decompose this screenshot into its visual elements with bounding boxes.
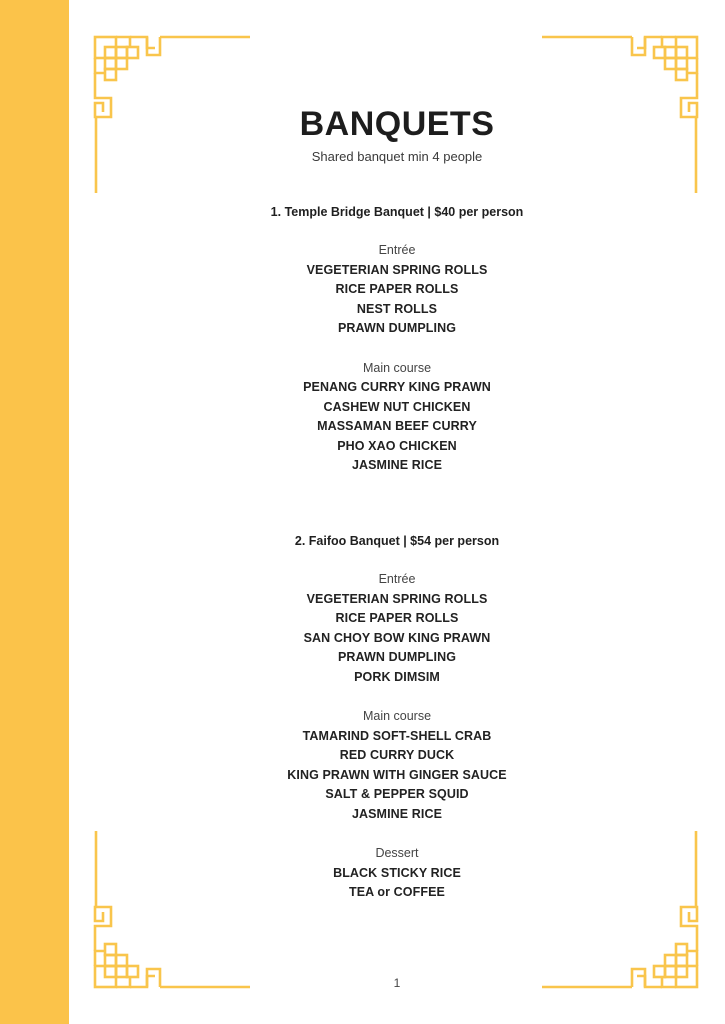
menu-item: NEST ROLLS	[356, 301, 438, 316]
menu-section-entree	[69, 570, 725, 687]
menu-item: CASHEW NUT CHICKEN	[323, 399, 471, 414]
menu-section-entree	[69, 241, 725, 339]
section-label: Entrée	[378, 243, 416, 257]
menu-item: SALT & PEPPER SQUID	[325, 787, 469, 801]
menu-section-main-course	[69, 359, 725, 476]
page-title: BANQUETS	[299, 105, 495, 143]
section-label: Main course	[362, 360, 432, 375]
menu-item: SAN CHOY BOW KING PRAWN	[303, 630, 491, 645]
banquet-faifoo	[69, 532, 725, 923]
section-label: Main course	[362, 709, 432, 723]
banquet-heading: 1. Temple Bridge Banquet | $40 per person	[270, 205, 524, 219]
banquet-heading: 2. Faifoo Banquet | $54 per person	[294, 534, 500, 548]
menu-section-dessert	[69, 844, 725, 903]
menu-item: MASSAMAN BEEF CURRY	[317, 419, 477, 433]
menu-item: TAMARIND SOFT-SHELL CRAB	[302, 728, 492, 743]
menu-item: RICE PAPER ROLLS	[335, 282, 459, 296]
menu-item: KING PRAWN WITH GINGER SAUCE	[287, 767, 507, 782]
menu-item: RICE PAPER ROLLS	[335, 611, 459, 625]
page-subtitle: Shared banquet min 4 people	[311, 149, 483, 164]
menu-item: JASMINE RICE	[351, 458, 443, 472]
menu-item: VEGETERIAN SPRING ROLLS	[306, 591, 488, 606]
menu-item: VEGETERIAN SPRING ROLLS	[306, 262, 488, 277]
menu-item: PRAWN DUMPLING	[337, 321, 457, 335]
menu-section-main-course	[69, 707, 725, 824]
menu-item: RED CURRY DUCK	[339, 748, 455, 762]
menu-item: PENANG CURRY KING PRAWN	[303, 380, 491, 394]
menu-item: PRAWN DUMPLING	[337, 650, 457, 664]
banquet-temple-bridge	[69, 203, 725, 496]
page-number: 1	[393, 976, 401, 990]
menu-item: BLACK STICKY RICE	[333, 865, 461, 880]
accent-sidebar-band	[0, 0, 69, 1024]
menu-item: JASMINE RICE	[351, 806, 443, 821]
menu-item: PHO XAO CHICKEN	[337, 438, 457, 453]
menu-item: TEA or COFFEE	[349, 885, 445, 899]
section-label: Dessert	[375, 846, 419, 860]
menu-item: PORK DIMSIM	[354, 669, 440, 684]
section-label: Entrée	[378, 572, 416, 586]
